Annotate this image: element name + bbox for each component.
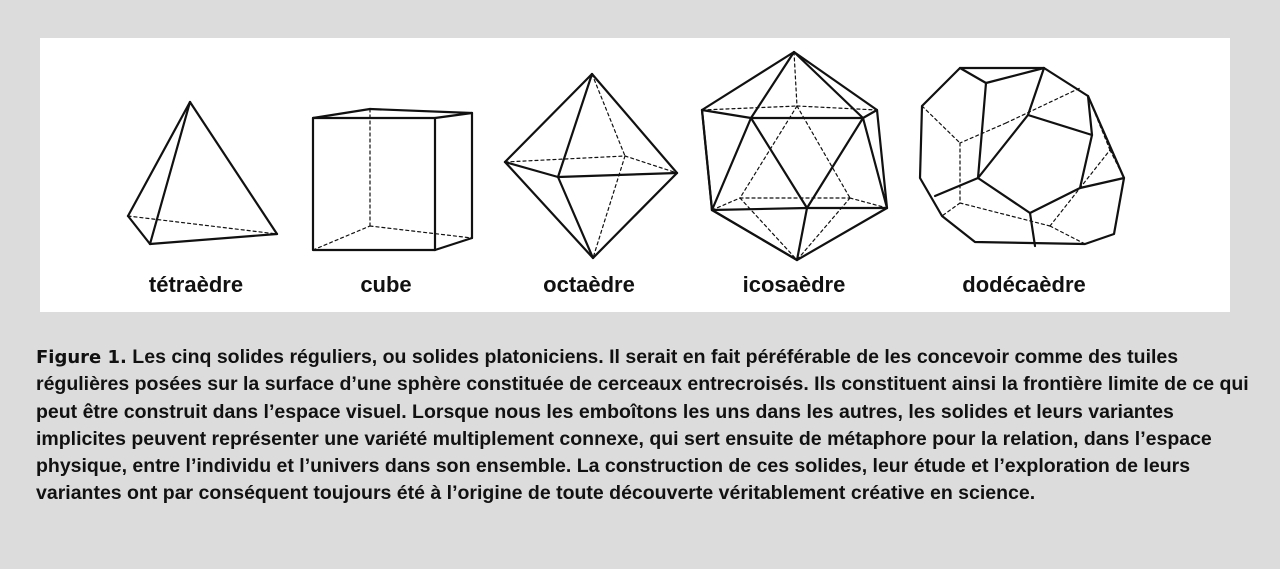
label-tetrahedron: tétraèdre [148, 272, 244, 297]
tetrahedron-drawing [128, 102, 277, 244]
label-icosahedron: icosaèdre [742, 272, 846, 297]
solids-panel [40, 38, 1230, 312]
platonic-solids-drawing [40, 38, 1230, 312]
label-cube: cube [360, 272, 412, 297]
label-octahedron: octaèdre [543, 272, 635, 297]
cube-drawing [313, 109, 472, 250]
icosahedron-drawing [702, 52, 887, 260]
label-dodecahedron: dodécaèdre [962, 272, 1086, 297]
figure-number: Figure 1. [36, 347, 127, 368]
caption-text: Les cinq solides réguliers, ou solides platoniciens. Il serait en fait péréférable de les concevoir comme des tuiles régulières posées sur la surface d’une sphère constituée de cerceaux entrecroisés. Ils constituent ainsi la frontière limite de ce qui peut être construit dans l’espace visuel. Lorsque nous les emboîtons les uns dans les autres, les solides et leurs variantes implicites peuvent représenter une variété multiplement connexe, qui sert ensuite de métaphore pour la relation, dans l’espace physique, entre l’individu et l’univers dans son ensemble. La construction de ces solides, leur étude et l’exploration de leurs variantes ont par conséquent toujours été à l’origine de toute découverte véritablement créative en science. [36, 346, 1249, 505]
octahedron-drawing [505, 74, 677, 258]
dodecahedron-drawing [920, 68, 1124, 246]
figure-caption [36, 344, 1251, 508]
